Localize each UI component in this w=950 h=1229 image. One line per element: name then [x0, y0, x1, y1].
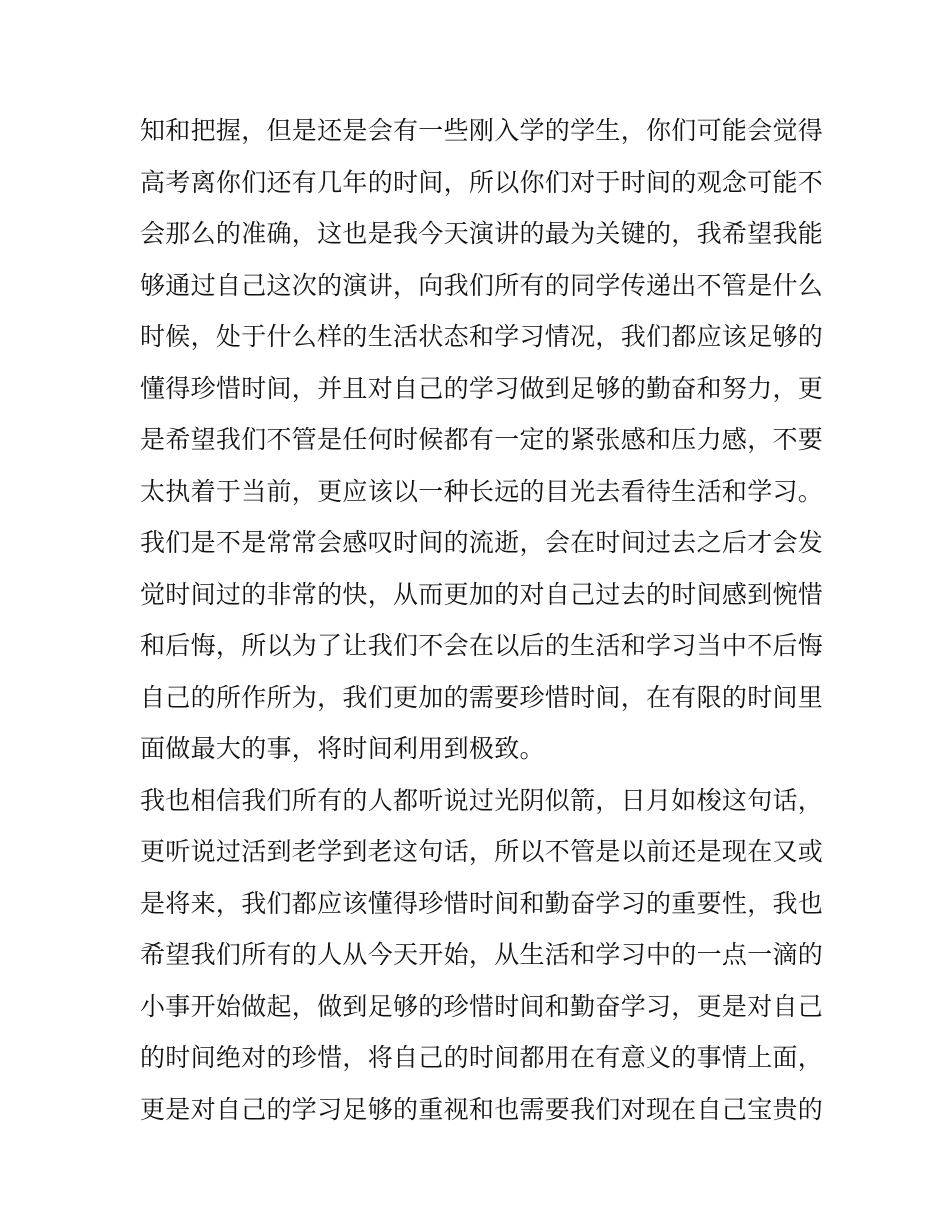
- text-line: 是希望我们不管是任何时候都有一定的紧张感和压力感，不要: [140, 425, 824, 454]
- text-line: 觉时间过的非常的快，从而更加的对自己过去的时间感到惋惜: [140, 579, 824, 609]
- text-line: 是将来，我们都应该懂得珍惜时间和勤奋学习的重要性，我也: [140, 888, 824, 918]
- text-line: 知和把握，但是还是会有一些刚入学的学生，你们可能会觉得: [140, 116, 824, 145]
- text-line: 希望我们所有的人从今天开始，从生活和学习中的一点一滴的: [140, 940, 824, 969]
- body-text: [140, 105, 824, 1135]
- text-line: 会那么的准确，这也是我今天演讲的最为关键的，我希望我能: [140, 219, 824, 248]
- text-line: 更是对自己的学习足够的重视和也需要我们对现在自己宝贵的: [140, 1094, 824, 1124]
- text-line: 太执着于当前，更应该以一种长远的目光去看待生活和学习。: [140, 476, 824, 506]
- text-line: 我们是不是常常会感叹时间的流逝，会在时间过去之后才会发: [140, 528, 824, 557]
- text-line: 的时间绝对的珍惜，将自己的时间都用在有意义的事情上面，: [140, 1043, 824, 1072]
- text-line: 小事开始做起，做到足够的珍惜时间和勤奋学习，更是对自己: [140, 991, 824, 1021]
- text-line: 面做最大的事，将时间利用到极致。: [140, 734, 545, 763]
- text-line: 够通过自己这次的演讲，向我们所有的同学传递出不管是什么: [140, 270, 824, 300]
- text-line: 和后悔，所以为了让我们不会在以后的生活和学习当中不后悔: [140, 631, 824, 660]
- text-line: 高考离你们还有几年的时间，所以你们对于时间的观念可能不: [140, 167, 824, 197]
- text-line: 自己的所作所为，我们更加的需要珍惜时间，在有限的时间里: [140, 682, 824, 712]
- text-line: 懂得珍惜时间，并且对自己的学习做到足够的勤奋和努力，更: [140, 373, 824, 403]
- text-line: 我也相信我们所有的人都听说过光阴似箭，日月如梭这句话，: [140, 785, 824, 815]
- text-line: 时候，处于什么样的生活状态和学习情况，我们都应该足够的: [140, 322, 824, 351]
- text-line: 更听说过活到老学到老这句话，所以不管是以前还是现在又或: [140, 837, 824, 866]
